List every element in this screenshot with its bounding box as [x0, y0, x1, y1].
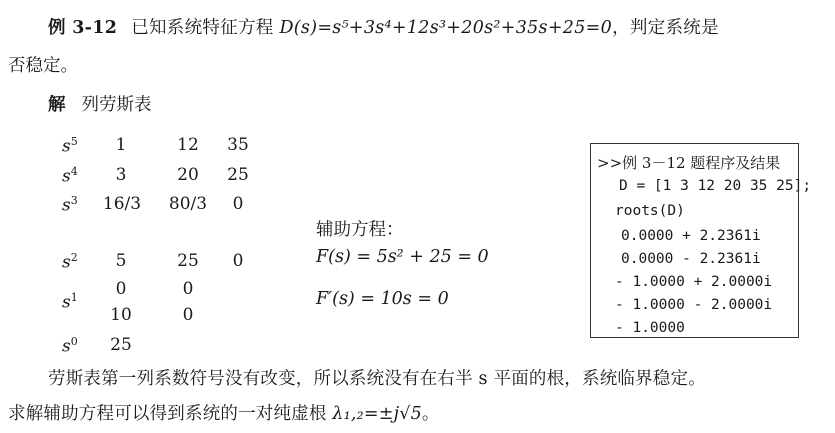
auxiliary-equation: F(s) = 5s² + 25 = 0 [316, 247, 489, 267]
matlab-line: - 1.0000 - 2.0000i [615, 297, 773, 313]
routh-cell-replaced: 0 [182, 305, 194, 325]
routh-row-label: $s^2$ [62, 251, 78, 273]
conclusion-line-2 [8, 400, 440, 425]
matlab-line: D = [1 3 12 20 35 25]; [619, 178, 812, 194]
conclusion-line-1: 劳斯表第一列系数符号没有改变，所以系统没有在右半 s 平面的根，系统临界稳定。 [48, 369, 706, 389]
conclusion-text-after: 。 [421, 404, 440, 424]
routh-cell: 1 [115, 135, 127, 155]
problem-equation: D(s)=s⁵+3s⁴+12s³+20s²+35s+25=0 [279, 18, 613, 38]
matlab-line: roots(D) [615, 203, 685, 219]
problem-text-after: ，判定系统是 [612, 18, 719, 38]
routh-cell: 0 [182, 279, 194, 299]
conclusion-root: λ₁,₂=±j√5 [332, 404, 422, 424]
problem-continuation: 否稳定。 [8, 56, 78, 76]
matlab-line: - 1.0000 [615, 320, 685, 336]
routh-cell: 35 [227, 135, 249, 155]
matlab-line: 0.0000 - 2.2361i [621, 251, 761, 267]
problem-label: 例 3-12 [48, 18, 118, 38]
routh-cell: 25 [227, 165, 249, 185]
routh-cell: 12 [177, 135, 199, 155]
auxiliary-derivative-equation: F′(s) = 10s = 0 [316, 289, 449, 309]
routh-row-label: $s^4$ [62, 165, 78, 187]
problem-statement [48, 14, 719, 39]
routh-row-label: $s^5$ [62, 135, 78, 157]
solution-text: 列劳斯表 [81, 95, 152, 115]
routh-cell: 20 [177, 165, 199, 185]
routh-cell: 25 [177, 251, 199, 271]
routh-cell: 16/3 [102, 194, 142, 214]
conclusion-text-before: 求解辅助方程可以得到系统的一对纯虚根 [8, 404, 333, 424]
routh-cell: 0 [115, 279, 127, 299]
routh-row-label: $s^3$ [62, 194, 78, 216]
solution-heading [48, 91, 152, 116]
solution-label: 解 [48, 95, 66, 115]
routh-row-label: $s^1$ [62, 291, 78, 313]
auxiliary-label: 辅助方程： [316, 220, 404, 240]
routh-cell-replaced: 10 [110, 305, 132, 325]
routh-cell: 5 [115, 251, 127, 271]
matlab-output-box [590, 143, 812, 338]
routh-cell: 25 [110, 335, 132, 355]
matlab-title: >>例 3－12 题程序及结果 [597, 154, 781, 172]
matlab-line: 0.0000 + 2.2361i [621, 228, 761, 244]
routh-cell: 3 [115, 165, 127, 185]
problem-text-before: 已知系统特征方程 [131, 18, 280, 38]
routh-cell: 0 [232, 194, 244, 214]
routh-row-label: $s^0$ [62, 335, 78, 357]
matlab-line: - 1.0000 + 2.0000i [615, 274, 773, 290]
routh-cell: 0 [232, 251, 244, 271]
routh-cell: 80/3 [168, 194, 208, 214]
